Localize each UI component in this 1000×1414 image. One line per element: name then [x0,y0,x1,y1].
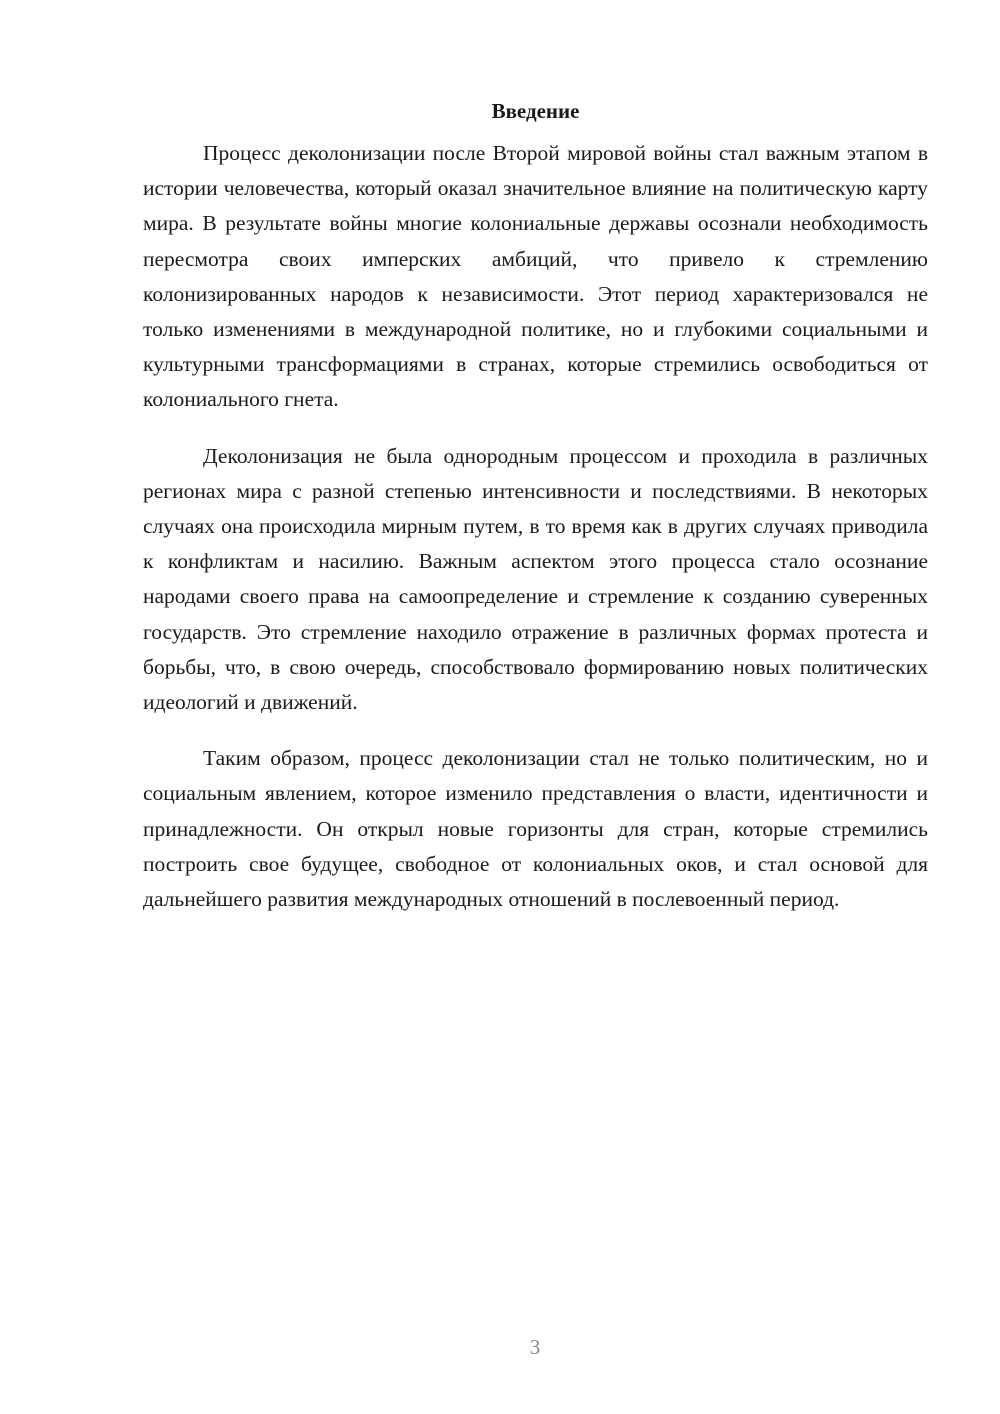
document-body [143,96,928,917]
paragraph-3: Таким образом, процесс деколонизации стал не только политическим, но и социальным явлением, которое изменило представления о власти, идентичности и принадлежности. Он открыл новые горизонты для стран, которые стремились построить свое будущее, свободное от колониальных оков, и стал основой для дальнейшего развития международных отношений в послевоенный период. [143,746,928,912]
paragraph-2: Деколонизация не была однородным процессом и проходила в различных регионах мира с разной степенью интенсивности и последствиями. В некоторых случаях она происходила мирным путем, в то время как в других случаях приводила к конфликтам и насилию. Важным аспектом этого процесса стало осознание народами своего права на самоопределение и стремление к созданию суверенных государств. Это стремление находило отражение в различных формах протеста и борьбы, что, в свою очередь, способствовало формированию новых политических идеологий и движений. [143,443,928,715]
paragraph-1: Процесс деколонизации после Второй мировой войны стал важным этапом в истории человечества, который оказал значительное влияние на политическую карту мира. В результате войны многие колониальные державы осознали необходимость пересмотра своих имперских амбиций, что привело к стремлению колонизированных народов к независимости. Этот период характеризовался не только изменениями в международной политике, но и глубокими социальными и культурными трансформациями в странах, которые стремились освободиться от колониального гнета. [143,141,928,412]
page-number: 3 [529,1335,541,1359]
section-title: Введение [491,99,580,123]
